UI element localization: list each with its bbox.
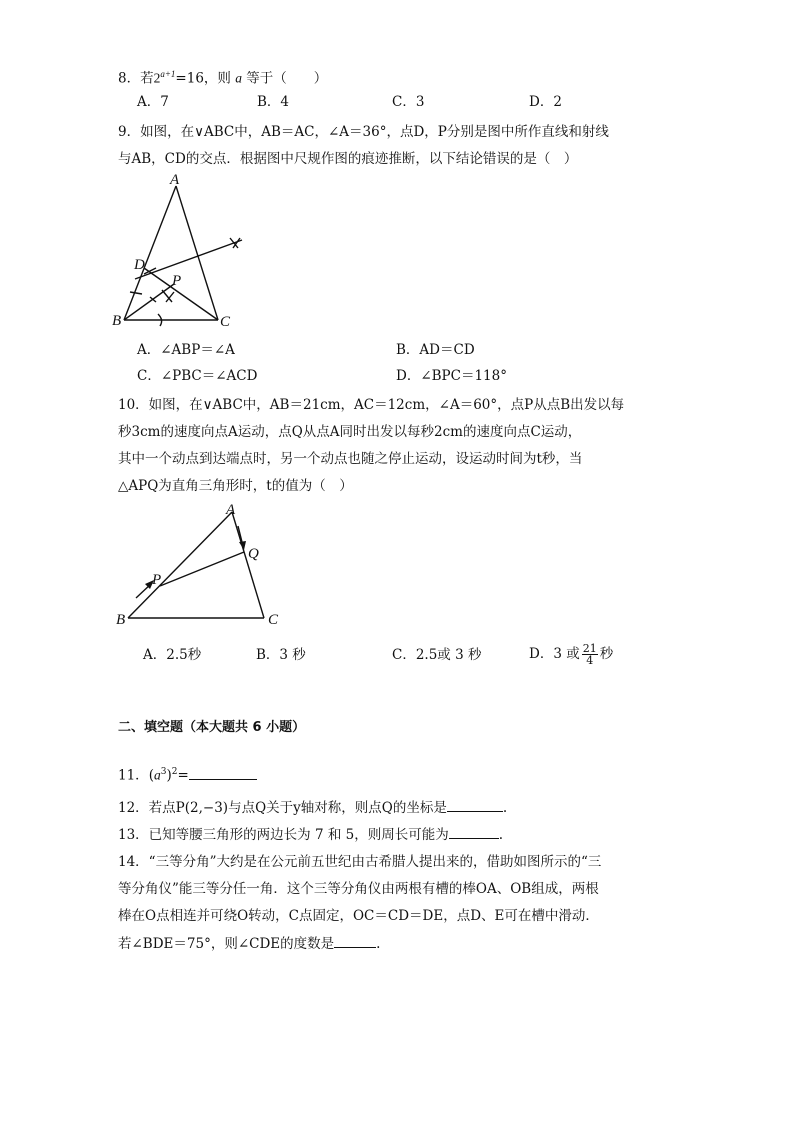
section-2-heading: 二、填空题（本大题共 6 小题）	[118, 720, 306, 735]
q14-text-line2: 等分角仪”能三等分任一角．这个三等分角仪由两根有槽的棒OA、OB组成，两根	[118, 881, 599, 897]
q14-text-line3: 棒在O点相连并可绕O转动，C点固定，OC＝CD＝DE，点D、E可在槽中滑动．	[118, 908, 599, 924]
q10-option-a[interactable]: A．2.5秒	[143, 647, 202, 663]
q10-label-q: Q	[248, 546, 259, 562]
q10-side-ab	[128, 512, 232, 618]
question-8	[118, 64, 327, 89]
q9-text-line1: 9．如图，在∨ABC中，AB＝AC，∠A＝36°，点D，P分别是图中所作直线和射线	[118, 124, 609, 140]
q10-option-d[interactable]	[529, 640, 613, 668]
q8-option-a[interactable]: A．7	[137, 94, 169, 110]
q14-answer-blank[interactable]	[334, 933, 376, 948]
q9-option-d[interactable]: D．∠BPC＝118°	[396, 368, 507, 384]
q8-suffix: ，则	[203, 70, 231, 87]
q11-number: 11．	[118, 767, 149, 784]
q9-option-a[interactable]: A．∠ABP＝∠A	[137, 342, 235, 358]
q10-option-d-fraction	[582, 643, 598, 666]
question-12	[118, 797, 507, 818]
q9-text-line2: 与AB，CD的交点．根据图中尺规作图的痕迹推断，以下结论错误的是（ ）	[118, 151, 578, 167]
q8-option-c[interactable]: C．3	[392, 94, 425, 110]
q10-label-a: A	[226, 502, 236, 518]
q10-figure	[112, 500, 292, 630]
q8-equals: =16	[175, 70, 204, 87]
q8-base: 2	[153, 70, 161, 86]
q9-label-c: C	[220, 314, 231, 330]
q14-text-line4: 若∠BDE＝75°，则∠CDE的度数是	[118, 936, 335, 952]
q11-right-paren: )	[166, 767, 172, 784]
q9-label-a: A	[170, 172, 180, 188]
q10-option-d-denominator: 4	[586, 654, 594, 667]
q11-equals: =	[177, 767, 189, 784]
q10-option-d-numerator: 21	[582, 642, 597, 655]
q9-option-c[interactable]: C．∠PBC＝∠ACD	[137, 368, 258, 384]
q8-ask: 等于（ ）	[246, 70, 328, 87]
q8-var: a	[235, 70, 242, 86]
q11-outer-exponent: 2	[171, 767, 178, 777]
q10-option-b[interactable]: B．3 秒	[256, 647, 306, 663]
q11-base: a	[153, 767, 161, 783]
q8-exponent: a+1	[160, 69, 176, 79]
q9-label-p: P	[172, 273, 182, 289]
q10-text-line3: 其中一个动点到达端点时，另一个动点也随之停止运动，设运动时间为t秒，当	[118, 451, 583, 467]
q9-arc-mark-4	[130, 292, 142, 294]
q11-inner-exponent: 3	[160, 767, 167, 777]
q13-end: .	[498, 827, 504, 843]
q10-segment-pq	[160, 552, 244, 586]
q8-option-d[interactable]: D．2	[529, 94, 562, 110]
q14-end: .	[376, 936, 381, 952]
q12-answer-blank[interactable]	[447, 797, 503, 812]
q9-label-d: D	[134, 257, 145, 273]
q10-label-p: P	[152, 572, 162, 588]
question-11	[118, 762, 257, 786]
q9-bisector-line	[135, 240, 242, 279]
q10-option-d-prefix: D．3 或	[529, 646, 580, 662]
q12-text: 12．若点P(2,−3)与点Q关于y轴对称，则点Q的坐标是	[118, 800, 447, 816]
q9-side-ac	[176, 186, 218, 320]
q8-option-b[interactable]: B．4	[257, 94, 290, 110]
q13-text: 13．已知等腰三角形的两边长为 7 和 5，则周长可能为	[118, 827, 449, 843]
q8-number: 8．	[118, 70, 141, 87]
q11-left-paren: (	[148, 767, 154, 784]
q10-side-ac	[232, 512, 264, 618]
q10-label-b: B	[116, 612, 126, 628]
question-14-last-line	[118, 933, 380, 954]
q8-prefix: 若	[140, 70, 154, 87]
q10-text-line4: △APQ为直角三角形时，t的值为（ ）	[118, 478, 353, 494]
q13-answer-blank[interactable]	[449, 824, 499, 839]
q10-label-c: C	[268, 612, 279, 628]
q9-arc-mark-3	[162, 290, 174, 302]
q9-option-b[interactable]: B．AD＝CD	[396, 342, 475, 358]
q14-text-line1: 14．“三等分角”大约是在公元前五世纪由古希腊人提出来的，借助如图所示的“三	[118, 854, 602, 870]
q9-label-b: B	[112, 313, 122, 329]
q9-figure	[110, 172, 260, 330]
q10-text-line2: 秒3cm的速度向点A运动，点Q从点A同时出发以每秒2cm的速度向点C运动，	[118, 424, 582, 440]
q10-option-d-suffix: 秒	[599, 646, 614, 662]
q10-text-line1: 10．如图，在∨ABC中，AB＝21cm，AC＝12cm，∠A＝60°，点P从点B出发以每	[118, 397, 625, 413]
q11-answer-blank[interactable]	[189, 765, 257, 780]
q10-option-c[interactable]: C．2.5或 3 秒	[392, 647, 482, 663]
question-13	[118, 824, 503, 845]
q12-end: .	[502, 800, 508, 816]
